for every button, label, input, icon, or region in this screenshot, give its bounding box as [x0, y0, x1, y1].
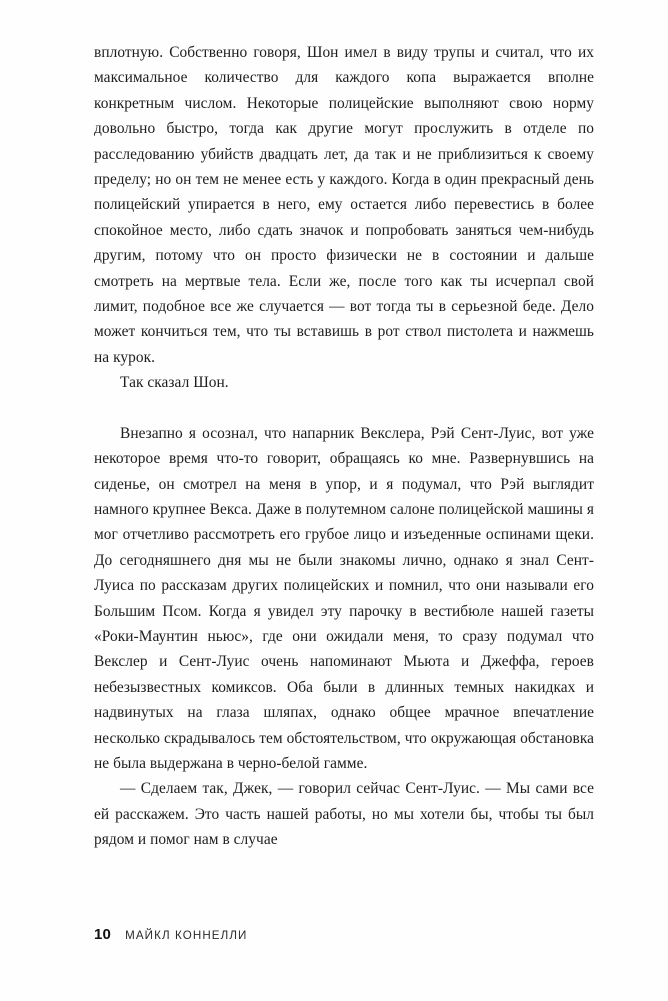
page-footer: [94, 926, 247, 943]
page-number: 10: [94, 926, 112, 943]
running-head-author: МАЙКЛ КОННЕЛЛИ: [125, 929, 248, 942]
paragraph: Так сказал Шон.: [120, 374, 229, 392]
paragraph: — Сделаем так, Джек, — говорил сейчас Сент-Луис. — Мы сами все ей расскажем. Это часть нашей работы, но мы хотели бы, чтобы ты был рядом и помог нам в случае: [94, 780, 594, 849]
paragraph: Внезапно я осознал, что напарник Векслера, Рэй Сент-Луис, вот уже некоторое время что-то говорит, обращаясь ко мне. Развернувшись на сиденье, он смотрел на меня в упор, и я подумал, что Рэй выглядит намного крупнее Векса. Даже в полутемном салоне полицейской машины я мог отчетливо рассмотреть его грубое лицо и изъеденные оспинами щеки. До сегодняшнего дня мы не были знакомы лично, однако я знал Сент-Луиса по рассказам других полицейских и помнил, что они называли его Большим Псом. Когда я увидел эту парочку в вестибюле нашей газеты «Роки-Маунтин ньюс», где они ожидали меня, то сразу подумал что Векслер и Сент-Луис очень напоминают Мьюта и Джеффа, героев небезызвестных комиксов. Оба были в длинных темных накидках и надвинутых на глаза шляпах, однако общее мрачное впечатление несколько скрадывалось тем обстоятельством, что окружающая обстановка не была выдержана в черно-белой гамме.: [94, 424, 594, 772]
page-body: [94, 40, 594, 853]
paragraph: вплотную. Собственно говоря, Шон имел в виду трупы и считал, что их максимальное количество для каждого копа выражается вполне конкретным числом. Некоторые полицейские выполняют свою норму довольно быстро, тогда как другие могут прослужить в отделе по расследованию убийств двадцать лет, да так и не приблизиться к своему пределу; но он тем не менее есть у каждого. Когда в один прекрасный день полицейский упирается в него, ему остается либо перевестись в более спокойное место, либо сдать значок и попробовать заняться чем-нибудь другим, потому что он просто физически не в состоянии и дальше смотреть на мертвые тела. Если же, после того как ты исчерпал свой лимит, подобное все же случается — вот тогда ты в серьезной беде. Дело может кончиться тем, что ты вставишь в рот ствол пистолета и нажмешь на курок.: [94, 44, 594, 366]
